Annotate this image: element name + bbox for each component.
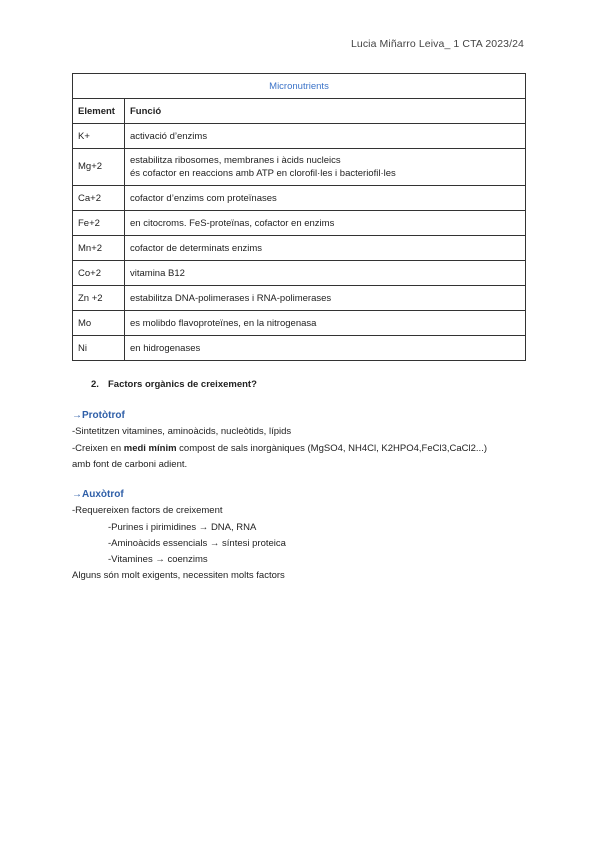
table-row [73, 149, 526, 186]
page-header: Lucia Miñarro Leiva_ 1 CTA 2023/24 [350, 38, 524, 50]
table-title: Micronutrients [73, 74, 526, 99]
function-cell: es molibdo flavoproteïnes, en la nitrogenasa [125, 311, 526, 336]
function-line: és cofactor en reaccions amb ATP en clorofil·les i bacteriofil·les [130, 168, 396, 179]
element-cell: Co+2 [73, 261, 125, 286]
element-cell: Mo [73, 311, 125, 336]
function-cell: en hidrogenases [125, 336, 526, 361]
function-cell: vitamina B12 [125, 261, 526, 286]
auxotrof-subitem: -Aminoàcids essencials → síntesi proteica [108, 537, 286, 549]
prototrof-block [72, 408, 487, 473]
text-span: -Creixen en [72, 442, 124, 454]
bold-term: medi mínim [123, 442, 177, 454]
table-row [73, 261, 526, 286]
function-cell: estabilitza DNA-polimerases i RNA-polimerases [125, 286, 526, 311]
element-cell: K+ [73, 124, 125, 149]
function-cell [125, 149, 526, 186]
section-heading [91, 379, 257, 390]
table-row [73, 236, 526, 261]
function-cell: activació d’enzims [125, 124, 526, 149]
column-header-function: Funció [125, 99, 526, 124]
auxotrof-heading: →Auxòtrof [72, 489, 124, 500]
table-row [73, 211, 526, 236]
auxotrof-block [72, 487, 286, 585]
auxotrof-subitem: -Purines i pirimidines → DNA, RNA [108, 521, 257, 533]
element-cell: Mg+2 [73, 149, 125, 186]
element-cell: Zn +2 [73, 286, 125, 311]
element-cell: Ca+2 [73, 186, 125, 211]
section-number: 2. [91, 379, 99, 390]
element-cell: Mn+2 [73, 236, 125, 261]
auxotrof-closing: Alguns són molt exigents, necessiten molts factors [72, 570, 285, 582]
function-cell: en citocroms. FeS-proteïnas, cofactor en enzims [125, 211, 526, 236]
prototrof-line [72, 441, 487, 457]
auxotrof-subitem: -Vitamines → coenzims [108, 554, 208, 566]
section-title-text: Factors orgànics de creixement? [108, 379, 257, 390]
table-row [73, 186, 526, 211]
table-row [73, 286, 526, 311]
function-cell: cofactor de determinats enzims [125, 236, 526, 261]
table-row [73, 124, 526, 149]
column-header-element: Element [73, 99, 125, 124]
table-row [73, 336, 526, 361]
auxotrof-line: -Requereixen factors de creixement [72, 505, 223, 517]
function-line: estabilitza ribosomes, membranes i àcids nucleics [130, 154, 341, 166]
prototrof-line: amb font de carboni adient. [72, 458, 188, 470]
function-cell: cofactor d’enzims com proteïnases [125, 186, 526, 211]
element-cell: Fe+2 [73, 211, 125, 236]
element-cell: Ni [73, 336, 125, 361]
text-span: compost de sals inorgàniques (MgSO4, NH4Cl, K2HPO4,FeCl3,CaCl2...) [176, 442, 488, 454]
micronutrients-table [72, 73, 526, 361]
table-row [73, 311, 526, 336]
prototrof-heading: →Protòtrof [72, 410, 125, 421]
prototrof-line: -Sintetitzen vitamines, aminoàcids, nucleòtids, lípids [72, 426, 292, 438]
